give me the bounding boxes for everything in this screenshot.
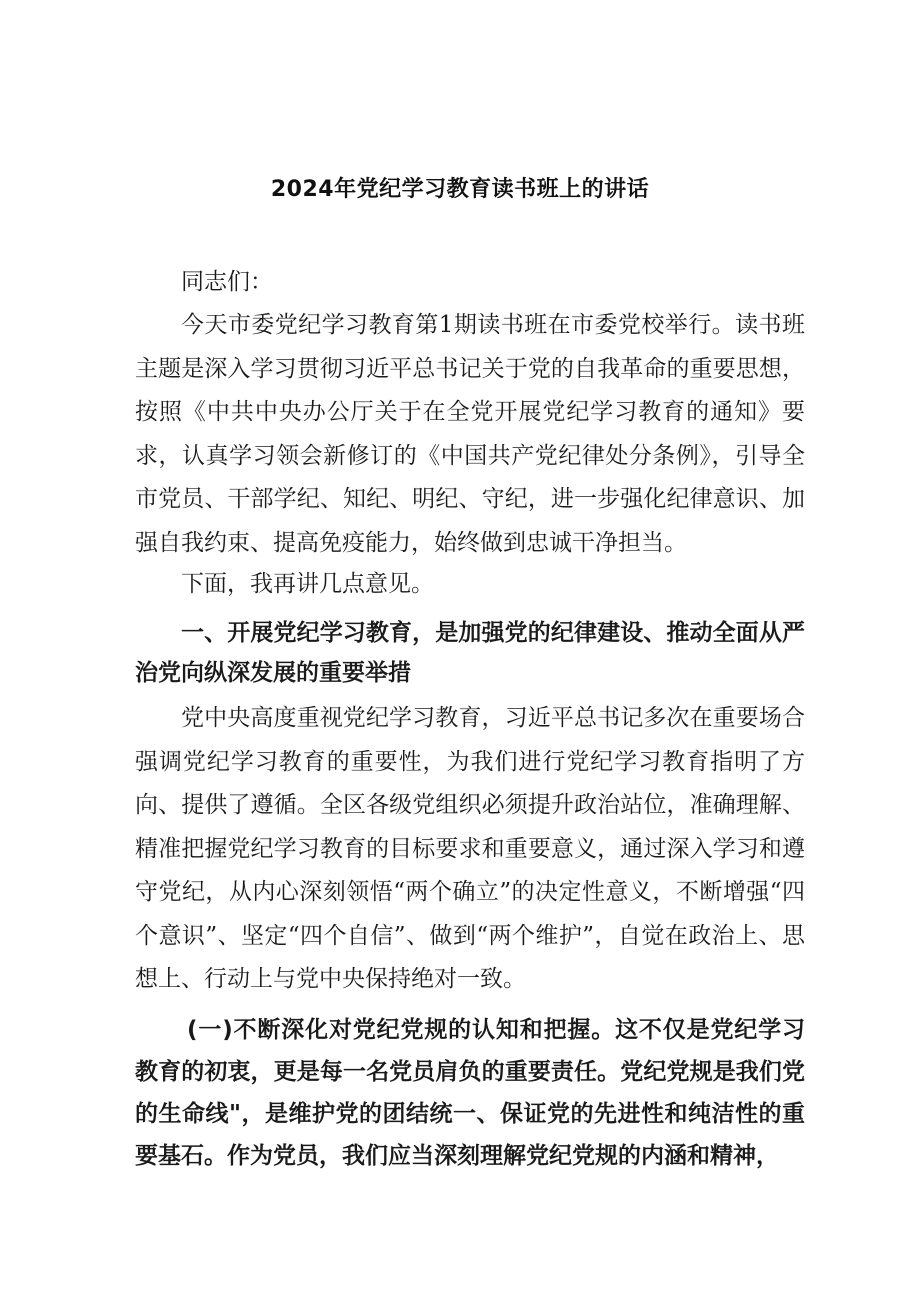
greeting: 同志们： [181,269,273,295]
paragraph-block-1 [135,304,805,565]
paragraph-transition: 下面，我再讲几点意见。 [181,571,434,597]
paragraph-block-3 [135,697,805,1002]
paragraph-section-1: 党中央高度重视党纪学习教育，习近平总书记多次在重要场合强调党纪学习教育的重要性，为我们进行党纪学习教育指明了方向、提供了遵循。全区各级党组织必须提升政治站位，准确理解、精准把握党纪学习教育的目标要求和重要意义，通过深入学习和遵守党纪，从内心深刻领悟“两个确立”的决定性意义，不断增强“四个意识”、坚定“四个自信”、做到“两个维护”，自觉在政治上、思想上、行动上与党中央保持绝对一致。 [135,705,805,992]
subheading-block-1 [135,1009,805,1177]
paragraph-block-2 [135,563,805,607]
section-heading-1: 一、开展党纪学习教育，是加强党的纪律建设、推动全面从严治党向纵深发展的重要举措 [135,620,805,686]
heading-block-1 [135,613,805,693]
paragraph-intro: 今天市委党纪学习教育第1期读书班在市委党校举行。读书班主题是深入学习贯彻习近平总书记关于党的自我革命的重要思想，按照《中共中央办公厅关于在全党开展党纪学习教育的通知》要求，认真学习领会新修订的《中国共产党纪律处分条例》，引导全市党员、干部学纪、知纪、明纪、守纪，进一步强化纪律意识、加强自我约束、提高免疫能力，始终做到忠诚干净担当。 [135,312,805,556]
document-title: 2024年党纪学习教育读书班上的讲话 [270,177,650,202]
subsection-1: (一)不断深化对党纪党规的认知和把握。这不仅是党纪学习教育的初衷，更是每一名党员肩负的重要责任。党纪党规是我们党的生命线"，是维护党的团结统一、保证党的先进性和纯洁性的重要基石。作为党员，我们应当深刻理解党纪党规的内涵和精神， [135,1017,805,1169]
